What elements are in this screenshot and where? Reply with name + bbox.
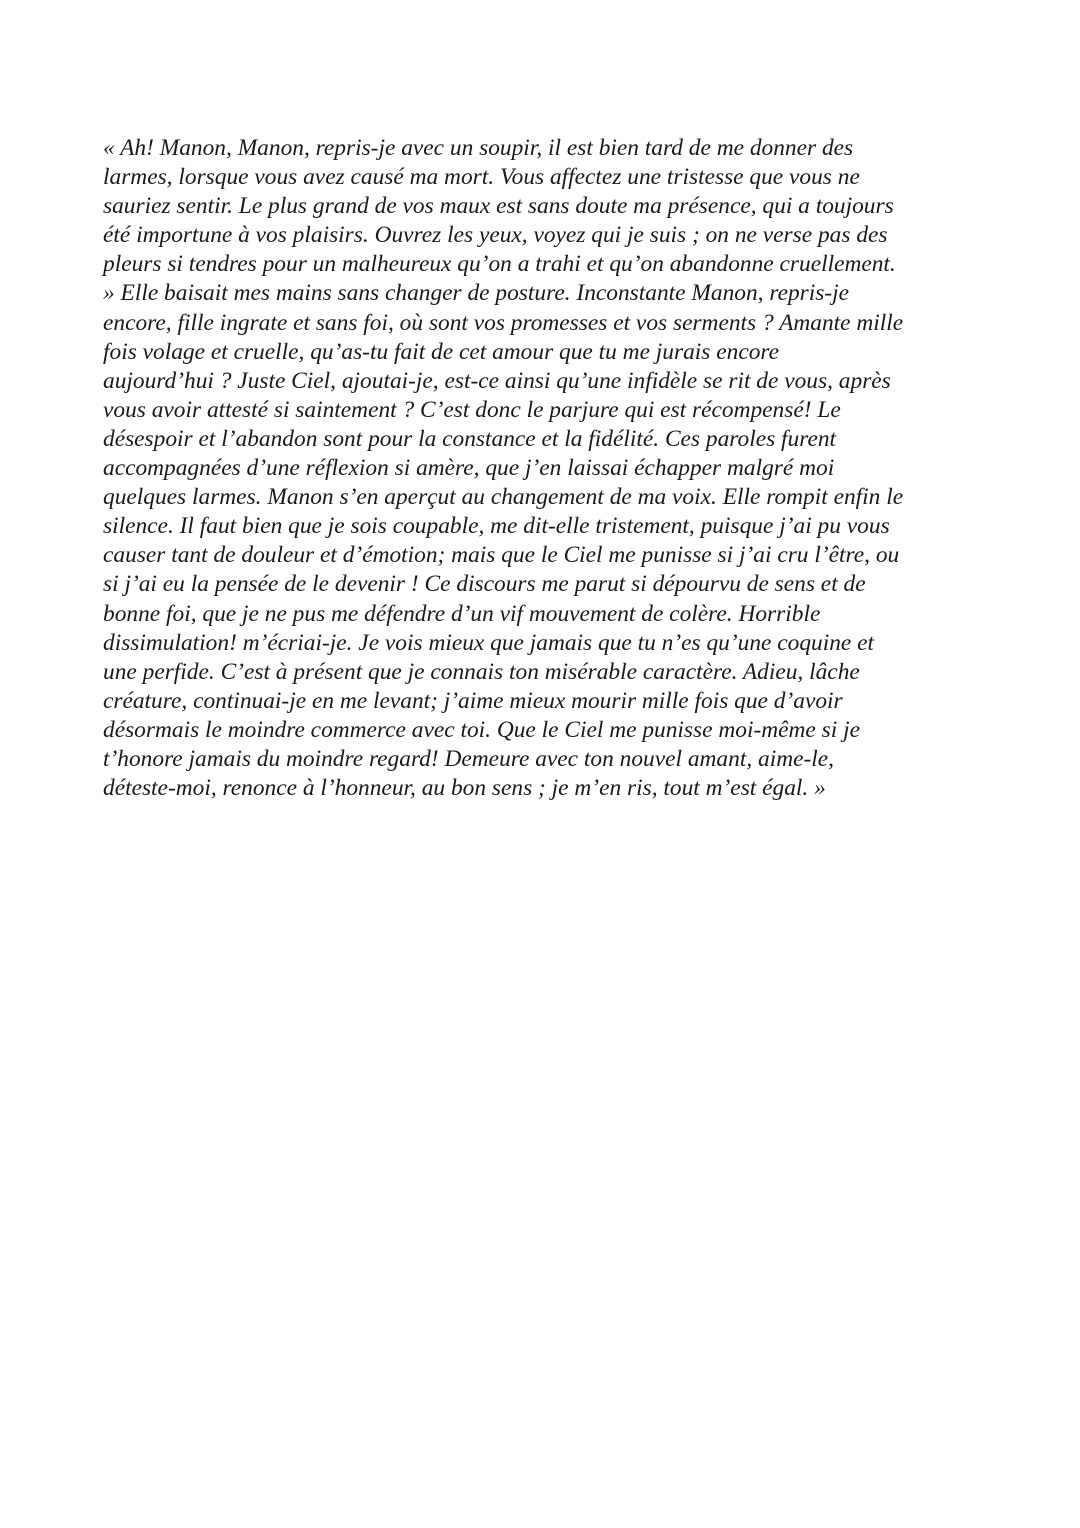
text-line: créature, continuai-je en me levant; j’aime mieux mourir mille fois que d’avoir [103,687,843,714]
text-line: aujourd’hui ? Juste Ciel, ajoutai-je, est-ce ainsi qu’une infidèle se rit de vous, après [103,367,891,394]
text-line: encore, fille ingrate et sans foi, où sont vos promesses et vos serments ? Amante mille [103,309,904,336]
text-line: été importune à vos plaisirs. Ouvrez les yeux, voyez qui je suis ; on ne verse pas des [103,222,888,249]
text-line: sauriez sentir. Le plus grand de vos maux est sans doute ma présence, qui a toujours [103,193,894,220]
text-line: larmes, lorsque vous avez causé ma mort. Vous affectez une tristesse que vous ne [103,164,860,191]
text-line: vous avoir attesté si saintement ? C’est donc le parjure qui est récompensé! Le [103,396,841,423]
text-line: » Elle baisait mes mains sans changer de posture. Inconstante Manon, repris-je [103,280,850,307]
text-line: accompagnées d’une réflexion si amère, que j’en laissai échapper malgré moi [103,455,835,482]
text-line: fois volage et cruelle, qu’as-tu fait de cet amour que tu me jurais encore [103,338,780,365]
text-line: dissimulation! m’écriai-je. Je vois mieux que jamais que tu n’es qu’une coquine et [103,629,875,656]
text-line: si j’ai eu la pensée de le devenir ! Ce discours me parut si dépourvu de sens et de [103,571,866,598]
text-line: bonne foi, que je ne pus me défendre d’un vif mouvement de colère. Horrible [103,600,821,627]
text-line: une perfide. C’est à présent que je connais ton misérable caractère. Adieu, lâche [103,658,860,685]
text-line: désespoir et l’abandon sont pour la constance et la fidélité. Ces paroles furent [103,425,837,452]
text-line: silence. Il faut bien que je sois coupable, me dit-elle tristement, puisque j’ai pu vous [103,513,890,540]
text-line: t’honore jamais du moindre regard! Demeure avec ton nouvel amant, aime-le, [103,745,835,772]
text-passage [103,134,1003,803]
text-line: « Ah! Manon, Manon, repris-je avec un soupir, il est bien tard de me donner des [103,135,854,161]
text-line: quelques larmes. Manon s’en aperçut au changement de ma voix. Elle rompit enfin le [103,484,904,511]
text-line: déteste-moi, renonce à l’honneur, au bon sens ; je m’en ris, tout m’est égal. » [103,775,826,802]
text-line: causer tant de douleur et d’émotion; mais que le Ciel me punisse si j’ai cru l’être, ou [103,542,900,569]
text-line: désormais le moindre commerce avec toi. Que le Ciel me punisse moi-même si je [103,716,860,743]
text-line: pleurs si tendres pour un malheureux qu’on a trahi et qu’on abandonne cruellement. [103,251,896,278]
